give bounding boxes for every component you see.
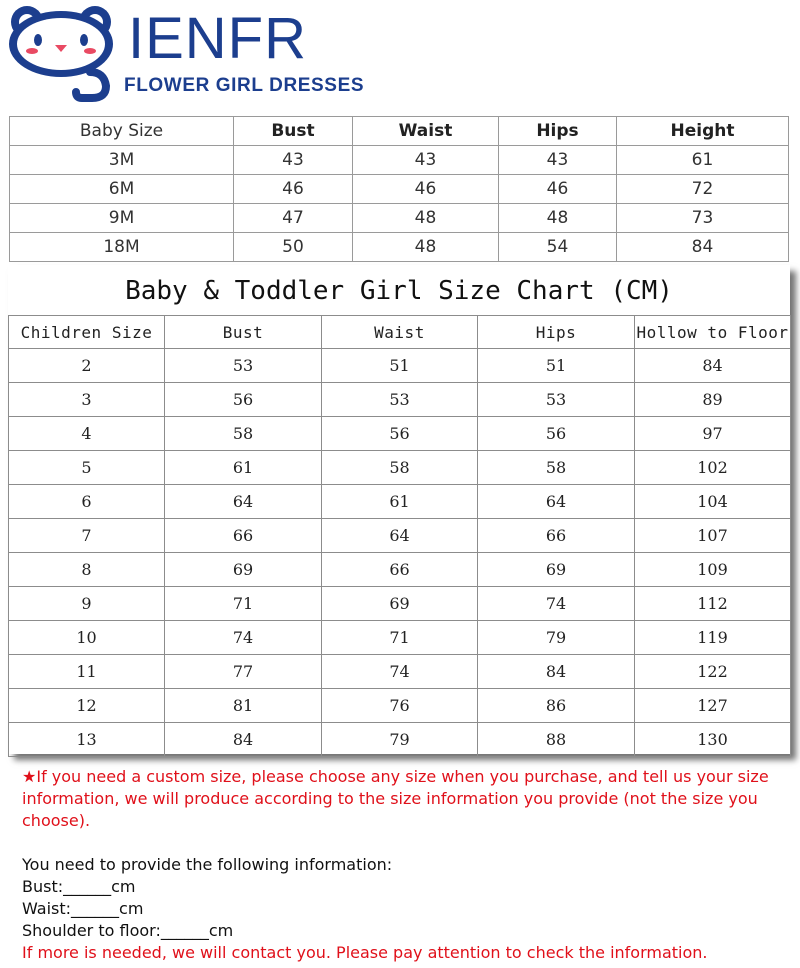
table-header-row xyxy=(10,117,789,146)
header-waist: Waist xyxy=(322,316,478,349)
table-cell: 61 xyxy=(322,485,478,519)
table-cell: 56 xyxy=(165,383,322,417)
table-cell: 43 xyxy=(234,146,353,175)
table-cell: 10 xyxy=(9,621,165,655)
table-cell: 69 xyxy=(165,553,322,587)
table-cell: 56 xyxy=(322,417,478,451)
toddler-size-chart xyxy=(8,265,790,754)
table-cell: 69 xyxy=(478,553,635,587)
table-cell: 12 xyxy=(9,689,165,723)
table-cell: 47 xyxy=(234,204,353,233)
notes-section xyxy=(22,766,782,964)
table-cell: 7 xyxy=(9,519,165,553)
table-cell: 79 xyxy=(322,723,478,757)
table-cell: 50 xyxy=(234,233,353,262)
table-cell: 58 xyxy=(478,451,635,485)
table-cell: 130 xyxy=(635,723,791,757)
table-cell: 18M xyxy=(10,233,234,262)
table-cell: 9M xyxy=(10,204,234,233)
table-cell: 81 xyxy=(165,689,322,723)
table-cell: 46 xyxy=(499,175,617,204)
table-cell: 66 xyxy=(478,519,635,553)
table-cell: 3 xyxy=(9,383,165,417)
table-cell: 84 xyxy=(635,349,791,383)
table-cell: 72 xyxy=(617,175,789,204)
header-hips: Hips xyxy=(499,117,617,146)
table-cell: 84 xyxy=(617,233,789,262)
table-cell: 6M xyxy=(10,175,234,204)
table-row xyxy=(9,689,791,723)
table-row xyxy=(9,553,791,587)
field-bust: Bust:______cm xyxy=(22,877,136,896)
brand-logo xyxy=(0,0,800,110)
table-cell: 6 xyxy=(9,485,165,519)
table-cell: 119 xyxy=(635,621,791,655)
table-cell: 64 xyxy=(165,485,322,519)
brand-name: IENFR xyxy=(128,6,307,71)
brand-tagline: FLOWER GIRL DRESSES xyxy=(124,75,365,96)
table-row xyxy=(9,519,791,553)
table-cell: 122 xyxy=(635,655,791,689)
table-row xyxy=(9,451,791,485)
table-row xyxy=(9,723,791,757)
table-cell: 54 xyxy=(499,233,617,262)
table-cell: 46 xyxy=(234,175,353,204)
provide-heading: You need to provide the following information: xyxy=(22,855,393,874)
table-cell: 127 xyxy=(635,689,791,723)
table-cell: 5 xyxy=(9,451,165,485)
table-cell: 53 xyxy=(478,383,635,417)
header-baby-size: Baby Size xyxy=(10,117,234,146)
table-cell: 71 xyxy=(322,621,478,655)
table-cell: 53 xyxy=(322,383,478,417)
table-cell: 79 xyxy=(478,621,635,655)
table-cell: 77 xyxy=(165,655,322,689)
table-cell: 3M xyxy=(10,146,234,175)
table-cell: 46 xyxy=(353,175,499,204)
table-cell: 61 xyxy=(617,146,789,175)
table-cell: 107 xyxy=(635,519,791,553)
field-shoulder-to-floor: Shoulder to floor:______cm xyxy=(22,921,234,940)
table-row xyxy=(10,175,789,204)
table-cell: 56 xyxy=(478,417,635,451)
table-cell: 84 xyxy=(165,723,322,757)
table-row xyxy=(9,587,791,621)
table-cell: 2 xyxy=(9,349,165,383)
table-cell: 84 xyxy=(478,655,635,689)
table-row xyxy=(9,417,791,451)
table-cell: 48 xyxy=(353,204,499,233)
table-row xyxy=(10,204,789,233)
header-children-size: Children Size xyxy=(9,316,165,349)
table-cell: 102 xyxy=(635,451,791,485)
header-hips: Hips xyxy=(478,316,635,349)
field-waist: Waist:______cm xyxy=(22,899,144,918)
custom-size-note: ★If you need a custom size, please choose any size when you purchase, and tell us your size information, we will produce according to the size information you provide (not the size you choose). xyxy=(22,767,769,830)
table-cell: 4 xyxy=(9,417,165,451)
table-cell: 48 xyxy=(499,204,617,233)
table-cell: 104 xyxy=(635,485,791,519)
table-cell: 74 xyxy=(165,621,322,655)
header-bust: Bust xyxy=(165,316,322,349)
chart-title: Baby & Toddler Girl Size Chart (CM) xyxy=(125,276,673,306)
table-cell: 109 xyxy=(635,553,791,587)
table-cell: 48 xyxy=(353,233,499,262)
table-cell: 71 xyxy=(165,587,322,621)
table-cell: 86 xyxy=(478,689,635,723)
header-waist: Waist xyxy=(353,117,499,146)
header-hollow-to-floor: Hollow to Floor xyxy=(635,316,791,349)
toddler-size-table xyxy=(8,315,791,757)
table-cell: 74 xyxy=(322,655,478,689)
table-cell: 58 xyxy=(165,417,322,451)
table-cell: 112 xyxy=(635,587,791,621)
table-cell: 51 xyxy=(478,349,635,383)
table-cell: 64 xyxy=(478,485,635,519)
table-cell: 8 xyxy=(9,553,165,587)
table-row xyxy=(9,621,791,655)
table-cell: 51 xyxy=(322,349,478,383)
table-cell: 64 xyxy=(322,519,478,553)
table-cell: 69 xyxy=(322,587,478,621)
table-cell: 11 xyxy=(9,655,165,689)
table-row xyxy=(9,485,791,519)
table-cell: 13 xyxy=(9,723,165,757)
table-row xyxy=(9,655,791,689)
table-cell: 53 xyxy=(165,349,322,383)
header-bust: Bust xyxy=(234,117,353,146)
contact-note: If more is needed, we will contact you. Please pay attention to check the information. xyxy=(22,943,708,962)
bear-logo-icon xyxy=(2,2,132,102)
table-row xyxy=(9,383,791,417)
table-header-row xyxy=(9,316,791,349)
table-row xyxy=(9,349,791,383)
table-cell: 88 xyxy=(478,723,635,757)
table-cell: 43 xyxy=(353,146,499,175)
table-cell: 58 xyxy=(322,451,478,485)
table-cell: 61 xyxy=(165,451,322,485)
header-height: Height xyxy=(617,117,789,146)
table-row xyxy=(10,146,789,175)
table-cell: 66 xyxy=(322,553,478,587)
baby-size-table xyxy=(9,116,789,262)
table-cell: 9 xyxy=(9,587,165,621)
table-cell: 89 xyxy=(635,383,791,417)
table-cell: 66 xyxy=(165,519,322,553)
table-cell: 74 xyxy=(478,587,635,621)
table-cell: 73 xyxy=(617,204,789,233)
table-cell: 97 xyxy=(635,417,791,451)
table-cell: 76 xyxy=(322,689,478,723)
table-cell: 43 xyxy=(499,146,617,175)
table-row xyxy=(10,233,789,262)
